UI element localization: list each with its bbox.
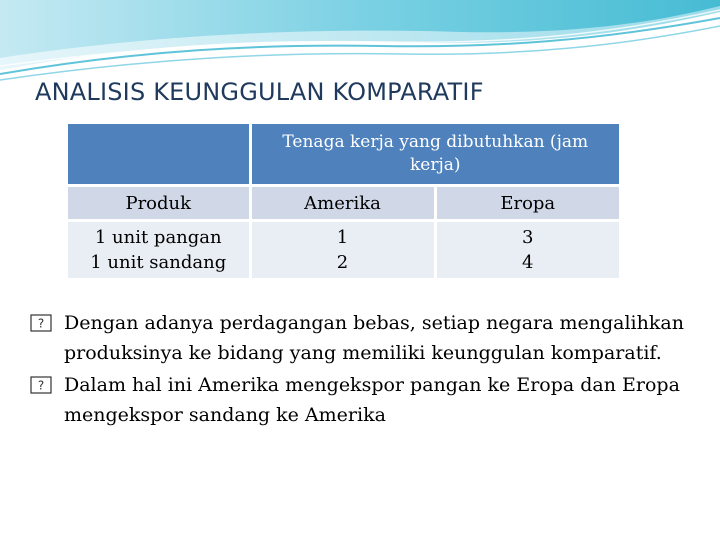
- produk-value: 1 unit pangan: [94, 227, 222, 248]
- table-group-header: Tenaga kerja yang dibutuhkan (jam kerja): [250, 124, 619, 186]
- svg-text:?: ?: [37, 378, 45, 393]
- bullet-item: [30, 308, 690, 368]
- bullet-text: Dengan adanya perdagangan bebas, setiap negara mengalihkan produksinya ke bidang yang memiliki keunggulan komparatif.: [64, 312, 684, 364]
- svg-text:?: ?: [37, 316, 45, 331]
- table-header-blank-cell: [68, 124, 250, 186]
- table-column-header-row: [68, 186, 619, 221]
- table-cell-eropa: [435, 221, 619, 280]
- bullet-item: [30, 370, 690, 430]
- table-group-header-row: [68, 124, 619, 186]
- produk-value: 1 unit sandang: [90, 252, 227, 273]
- eropa-value: 4: [522, 252, 534, 273]
- eropa-value: 3: [522, 227, 534, 248]
- column-header-amerika: Amerika: [250, 186, 435, 221]
- amerika-value: 1: [336, 227, 349, 248]
- header-wave-decoration: [0, 0, 720, 90]
- replacement-glyph-icon: [30, 376, 52, 394]
- amerika-value: 2: [336, 252, 349, 273]
- table-cell-amerika: [250, 221, 435, 280]
- column-header-produk: Produk: [68, 186, 250, 221]
- slide-title: ANALISIS KEUNGGULAN KOMPARATIF: [35, 78, 484, 106]
- bullet-list: [30, 308, 690, 430]
- column-header-eropa: Eropa: [435, 186, 619, 221]
- table-row: [68, 221, 619, 280]
- replacement-glyph-icon: [30, 314, 52, 332]
- bullet-text: Dalam hal ini Amerika mengekspor pangan ke Eropa dan Eropa mengekspor sandang ke Amerika: [64, 374, 680, 426]
- table-cell-produk: [68, 221, 250, 280]
- labor-requirement-table: [68, 124, 619, 281]
